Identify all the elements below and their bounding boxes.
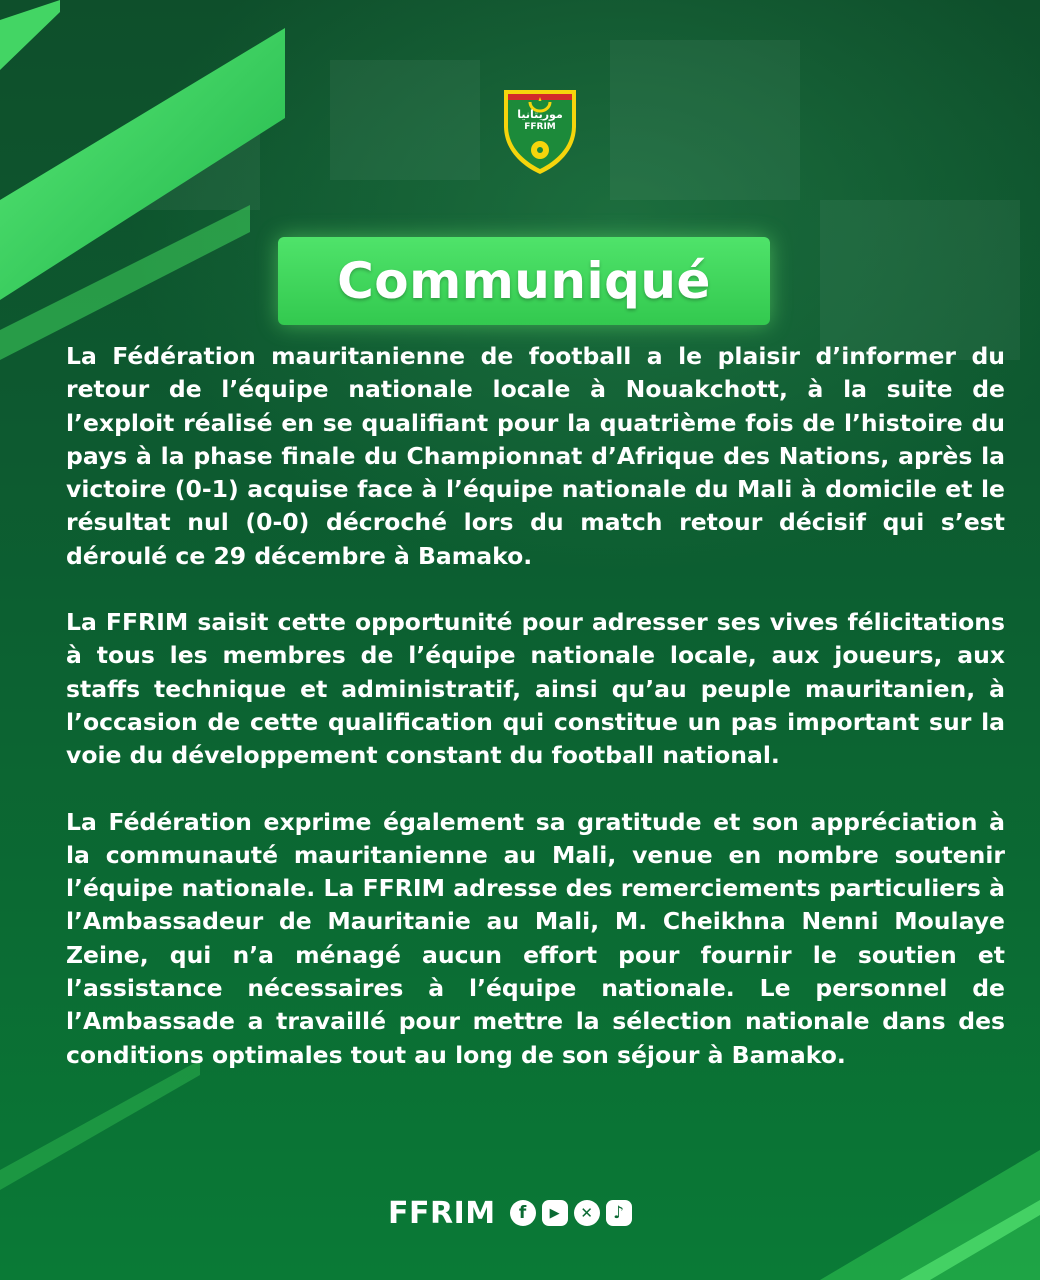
footer-brand: FFRIM	[388, 1195, 496, 1231]
stripe-top-left	[0, 0, 60, 70]
crest-abbr-text: FFRIM	[524, 122, 556, 132]
x-icon: ✕	[574, 1200, 600, 1226]
page-title: Communiqué	[337, 252, 711, 310]
footer	[388, 1193, 632, 1233]
tiktok-icon: ♪	[606, 1200, 632, 1226]
paragraph-2: La FFRIM saisit cette opportunité pour adresser ses vives félicitations à tous les membres de l’équipe nationale locale, aux joueurs, aux staffs technique et administratif, ainsi qu’au peuple mauritanien, à l’occasion de cette qualification qui constitue un pas important sur la voie du développement constant du football national.	[66, 608, 1005, 770]
stripe-bottom-right	[820, 1150, 1040, 1280]
crest-arabic-text: موريتانيا	[517, 108, 563, 121]
paragraph-1: La Fédération mauritanienne de football a le plaisir d’informer du retour de l’équipe nationale locale à Nouakchott, à la suite de l’exploit réalisé en se qualifiant pour la quatrième fois de l’histoire du pays à la phase finale du Championnat d’Afrique des Nations, après la victoire (0-1) acquise face à l’équipe nationale du Mali à domicile et le résultat nul (0-0) décroché lors du match retour décisif qui s’est déroulé ce 29 décembre à Bamako.	[66, 342, 1005, 570]
communique-body	[66, 340, 1005, 1105]
title-banner	[278, 237, 770, 325]
youtube-icon: ▶	[542, 1200, 568, 1226]
paragraph-3: La Fédération exprime également sa gratitude et son appréciation à la communauté mauritanienne au Mali, venue en nombre soutenir l’équipe nationale. La FFRIM adresse des remerciements particuliers à l’Ambassadeur de Mauritanie au Mali, M. Cheikhna Nenni Moulaye Zeine, qui n’a ménagé aucun effort pour fournir le soutien et l’assistance nécessaires à l’équipe nationale. Le personnel de l’Ambassade a travaillé pour mettre la sélection nationale dans des conditions optimales tout au long de son séjour à Bamako.	[66, 807, 1005, 1069]
facebook-icon: f	[510, 1200, 536, 1226]
